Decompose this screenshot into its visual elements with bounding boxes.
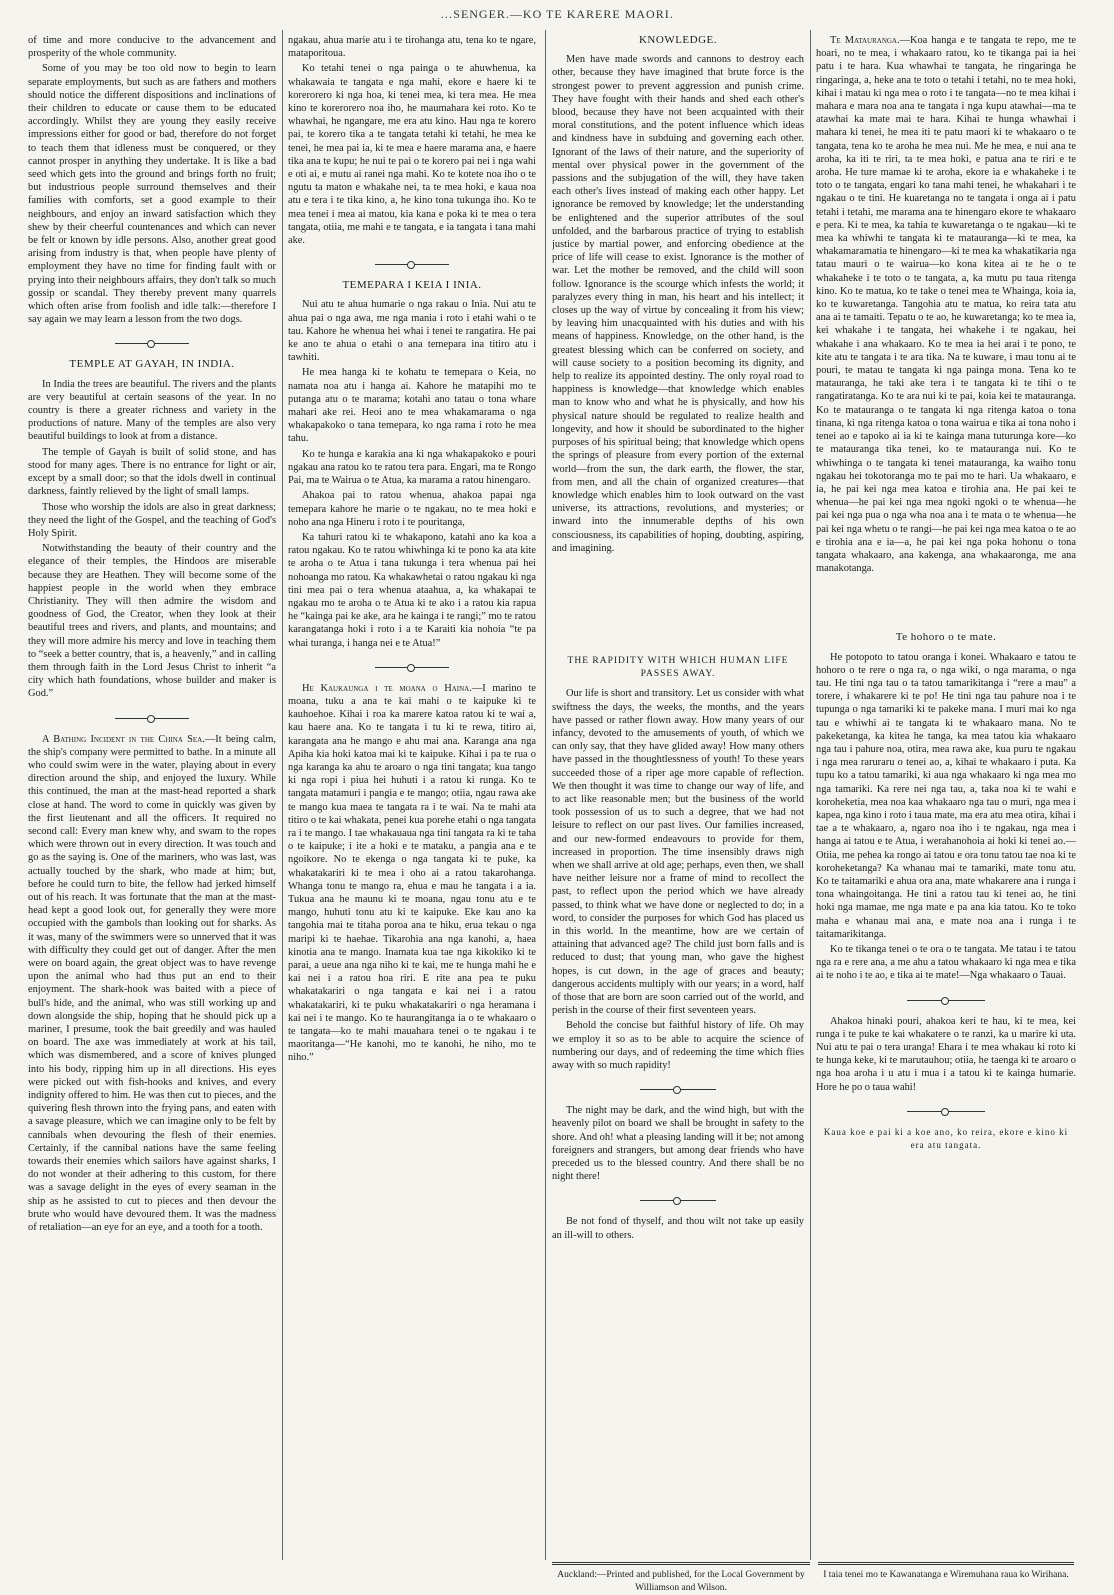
paragraph: The night may be dark, and the wind high, but with the heavenly pilot on board we shall be brought in safety to the shore. And oh! what a pleasing landing will it be; not among foreigners and strangers, but among dear friends who have preceded us to the blessed country. And there shall be no night there! — [552, 1105, 804, 1183]
column-english-1 — [28, 34, 276, 1554]
printer-imprint — [552, 1562, 810, 1595]
ornament-rule — [28, 715, 276, 723]
paragraph: He potopoto to tatou oranga i konei. Whakaaro e tatou te hohoro o te rere o nga ra, o nga wiki, o nga marama, o nga tau. He tini nga tau o ta tatou tamarikitanga i “rere a mau” a torere, i whakarere ki te po! He tini nga tau pahure noa i te tupunga o nga tamariki ki te pakeke mana. I muri mai ko nga tau e whiwhi ai te tangata ki te whakaaro mana. No te pakeketanga, ka kitea he tanga, ka mea tatou kia whakaaro nga tau i pahure noa, otira, mea rawa ake, kua puru te ngakau i nga mea raruraru o tenei ao, a, kihai te whakaaro i puta. Ka tupu ko a tatou tamariki, ki aua nga whakaaro ki nga mea mo nga tamariki. Ka rere nei nga tau, a, taka noa ki te wahi e koroheketia, mea noa kaa whakaaro nga tau o muri, nga mea i kapea, nga kino i roto i taua mate, ma era atu mea otira, kihai i tae a te whakaaro, a, ngaro noa iho i te ngakau, nga mea i hanga ai tatou e te Atua, i werahanohoia ai hoki ki tenei ao.—Otiia, me pehea ka rongo ai tatou e ora tonu tatou tae noa ki te koroheketanga? Ka whanau mai te tamariki, mate tonu atu. Ko te taitamariki e ahua ora ana, mate whakarere ana i runga i tona whaingoitanga. He tini a ratou tau ki tenei ao, he tini hoki nga mamae, me nga mate e pa ana kia tatou. Ko te toko maha e whanau mai ana, e mate noa ana i runga i te taitamarikitanga. — [816, 651, 1076, 940]
ornament-rule — [28, 340, 276, 348]
article-title: TEMPLE AT GAYAH, IN INDIA. — [69, 358, 235, 371]
column-english-2 — [552, 34, 804, 1554]
proverb: Kaua koe e pai ki a koe ano, ko reira, ekore e kino ki era atu tangata. — [823, 1126, 1069, 1151]
column-divider — [282, 30, 283, 1560]
article-title: A Bathing Incident in the China Sea. — [42, 733, 205, 745]
ornament-rule — [288, 261, 536, 269]
masthead: …SENGER.—KO TE KARERE MAORI. — [440, 7, 674, 21]
paragraph: —I marino te moana, tuku a ana te kai mahi o te kaipuke ki te kauhoehoe. Kihai i roa ka marere katoa ratou ki te wai a, kau haere ana. Ko te tangata i tu ki te rewa, titiro ai, karangata ana he mango e ahu mai ana. Karanga ana nga Apiha kia hoki katoa mai ki te kaipuke. Kihai i pa te rua o nga karanga ka ahu te aroaro o nga tini tangata; kua tango ki nga ropi i piua hei huhuti i a ratou ki runga. Ko te tangata matamuri i pangia e te mango; otiia, ngau rawa ake te mango kua maea te tangata ra i te wai. Na te mahi ata titiro o te kai whakata, penei kua porehe etahi o nga tangata ra i te mango. I tae whakauaua nga tini tangata ra ki te taha o te kaipuke; i ite a hoki e te mataku, a pangia ana e te ngoikore. No te ekenga o nga tangata ki te puke, ka whakatakariri ki te mea i oho ai a ratou takarohanga. Whanga tonu te mango ra, ehua e mau he tangata i a ia. Tukua ana he maunu ki te moana, ngau tonu atu e te mango, huhuti tonu atu ki te kaipuke. Eke kau ano ka tangohia mai te titaha poroa ana te hiku, erua tekau o nga maripi ki te haehae. Tikarohia ana nga kanohi, a, haea kinotia ana te mango. Inamata kua tae nga kikokiko ki te parai, a ueue ana nga niho ki te kai, me te hunga mahi he e kai nei i a ratou hoa riri. E rite ana pea te puku whakatakariri o nga tangata e kai nei i a ratou whakatakariri, ki te puku whakatakariri o nga heramana i kai nei i te mango. Ko te haurangitanga ia o te whakaaro o te tangata—ko te mahi mauahara tenei o te ngakau i te maoritanga—“He kanohi, mo te kanohi, he niho, mo te niho.” — [288, 682, 536, 1064]
article-title: THE RAPIDITY WITH WHICH HUMAN LIFE PASSES AWAY. — [567, 655, 789, 680]
paragraph: Ahakoa pai to ratou whenua, ahakoa papai nga temepara kahore he marie o te ngakau, no te mea hoki e noho ana nga Hineru i roto i te pouritanga, — [288, 490, 536, 528]
column-maori-2 — [816, 34, 1076, 1554]
paragraph: Ka tahuri ratou ki te whakapono, katahi ano ka koa a ratou ngakau. Ko te ratou whiwhinga ki te pono ka ata kite te aroha o te Atua i tana tukunga i tera whenua pai hei nohoanga mo ratou. Ka whakawhetai o ratou ngakau ki nga tini mea pai o tera whenua ataahua, a, ka whakapai te ngakau mo te aroha o te Atua ki te ako i a ratou kia rapua he “kainga pai ke ake, ara he kainga i te rangi;” mo te ratou karangatanga hoki i roto i a te Karaiti kia nohoia “te pa whai turanga, i hanga nei e te Atua!” — [288, 531, 536, 649]
paragraph: Men have made swords and cannons to destroy each other, because they have imagined that brute force is the strongest power to prevent aggression and punish crime. They have fought with their hands and shed each other's blood, because they have not been acquainted with their moral constitutions, and the potent influence which ideas and kindness have in subduing and governing each other. Ignorant of the laws of their nature, and the superiority of mental over physical power in the government of the passions and the subjugation of the will, they have taken each other's lives instead of making each other happy. Let ignorance be removed by knowledge; let the understanding be enlightened and the superior attributes of the soul unfolded, and the barbarous practice of trying to establish justice by martial power, and enforcing obedience at the price of life will cease to exist. Ignorance is the mother of war. Let the mother be removed, and the child will soon follow. Ignorance is the scourge which infests the world; it paralyzes every thing in man, his heart and his intellect; it closes up the way of virtue by concealing it from his view; by leaving him unacquainted with his duties and with his means of happiness. Knowledge, on the other hand, is the greatest blessing which can be conferred on society, and will cause society to a position becoming its dignity, and help to realize its appointed destiny. The only royal road to happiness is knowledge—that knowledge which enables man to know who and what he is physically, and how his physical nature should be regulated to realize health and longevity, and how it should be subordinated to the higher purposes of his spiritual being; that knowledge which opens the springs of pleasure from every portion of the external world—from the sun, the dark earth, the flower, the star, from men, and all the chain of organized creatures—that knowledge which enables him to look outward on the vast universe, its attractions, revolutions, and mysteries; or inward into the innumerable depths of his own consciousness, its capabilities of hoping, doubting, aspiring, and imagining. — [552, 54, 804, 554]
article-title: TEMEPARA I KEIA I INIA. — [342, 279, 482, 292]
spacer — [552, 557, 804, 647]
paragraph: He mea hanga ki te kohatu te temepara o Keia, no namata noa atu i hanga ai. Kahore he matapihi mo te putanga atu o te marama; kotahi ano tatau o tona whare mahari ake rei. Heoi ano te mea whakamarama o nga whakapakoko o tana temepara, ko nga rama i roto he mea tahu. — [288, 367, 536, 445]
ornament-rule — [552, 1086, 804, 1094]
column-divider — [545, 30, 546, 1560]
paragraph: ngakau, ahua marie atu i te tirohanga atu, tena ko te ngare, mataporitoua. — [288, 35, 536, 60]
paragraph: Ahakoa hinaki pouri, ahakoa keri te hau, ki te mea, kei runga i te puke te kai whakatere o te ranzi, ka u marire ki uta. Nui atu te pai o tera uranga! Ehara i te mea whakau ki roto ki te hunga keke, ki te marutauhou; otiia, he taenga ki te aroaro o nga hoa aroha i u atu i mua i a tatou ki te kainga humarie. Hore he po o taua wahi! — [816, 1015, 1076, 1093]
column-maori-1 — [288, 34, 536, 1554]
paragraph: Ko te tikanga tenei o te ora o te tangata. Me tatau i te tatou nga ra e rere ana, a me ahu a tatou whakaaro ki nga mea e tika ai te noho i te ao, e tika ai te mate!—Nga whakaaro o Tauai. — [816, 944, 1076, 982]
paragraph: of time and more conducive to the advancement and prosperity of the whole community. — [28, 35, 276, 60]
imprint-text: Auckland:—Printed and published, for the Local Government by Williamson and Wilson. — [557, 1570, 805, 1593]
imprint-text: I taia tenei mo te Kawanatanga e Wiremuhana raua ko Wirihana. — [823, 1570, 1069, 1580]
ornament-rule — [816, 997, 1076, 1005]
paragraph: Behold the concise but faithful history of life. Oh may we employ it so as to be able to acquire the science of numbering our days, and of redeeming the time which flies away with so much rapidity! — [552, 1020, 804, 1072]
ornament-rule — [816, 1108, 1076, 1116]
paragraph: Notwithstanding the beauty of their country and the elegance of their temples, the Hindoos are miserable because they are Heathen. They will become some of the happiest people in the world when they embrace Christianity. They will then admire the wisdom and goodness of God, the Creator, when they look at their beautiful trees and rivers, and plants, and mountains; and they will more admire his mercy and love in teaching them to “seek a better country, that is, a heavenly,” and in calling them through faith in the Lord Jesus Christ to inherit “a city which hath foundations, whose builder and maker is God.” — [28, 543, 276, 700]
paragraph: Some of you may be too old now to begin to learn separate employments, but such as are fathers and mothers should notice the different dispositions and inclinations of their children to educate or cause them to be educated accordingly. Whilst they are young they easily receive impressions either for good or bad, therefore do not forget to teach them that idleness must be conquered, or they cannot prosper in anything they undertake. It is like a bad seed which gets into the ground and brings forth no fruit; but industrious people surround themselves and their families with comforts, set a good example to their neighbours, and enjoy an inward satisfaction which they shew by their cheerful countenances and which can never be felt or known by idle persons. Also, another great good arising from industry is that, when people have plenty of employment they have no time for finding fault with or prying into their neighbours affairs, they don't talk so much gossip or scandal. They thereby prevent many quarrels which often arise from foolish and idle talk:—therefore I say again we may learn a lesson from the two dogs. — [28, 63, 276, 326]
column-divider — [810, 30, 811, 1560]
ornament-rule — [288, 664, 536, 672]
paragraph: Those who worship the idols are also in great darkness; they need the light of the Gospel, and the teaching of God's Holy Spirit. — [28, 501, 276, 539]
paragraph: The temple of Gayah is built of solid stone, and has stood for many ages. There is no entrance for light or air, except by a small door; so that the idols dwell in continual darkness, faintly relieved by the light of small lamps. — [28, 446, 276, 498]
paragraph: Our life is short and transitory. Let us consider with what swiftness the days, the weeks, the months, and the years have passed or rather flown away. How many years of our infancy, devoted to the amusements of youth, of which we can only say, that they have glided away! How many others have passed in the thoughtlessness of youth! To these years succeeded those of a riper age more capable of reflection. We then thought it was time to change our way of life, and to act like reasonable men; but the business of the world took possession of us to such a degree, that we had not leisure to reflect on our past lives. Our families increased, and our new-formed endeavours to provide for them, increased in proportion. The time insensibly draws nigh when we shall arrive at old age; perhaps, even then, we shall have neither leisure nor a frame of mind to recollect the past, to reflect upon the period which we have already passed, to think what we have done or neglected to do; in a word, to consider the purposes for which God has placed us in this world. In the meantime, how are we certain of attaining that advanced age? The child just born falls and is reduced to dust; that young man, who gave the highest hopes, is cut down, in the age of graces and beauty; dangerous accidents multiply with our years; in a word, half of those that are born are soon carried out of the world, and perish in the course of their first seventeen years. — [552, 688, 804, 1017]
paragraph: Be not fond of thyself, and thou wilt not take up easily an ill-will to others. — [552, 1216, 804, 1241]
article-title: Te hohoro o te mate. — [895, 631, 997, 644]
article-title: Te Matauranga. — [830, 35, 900, 46]
paragraph: Nui atu te ahua humarie o nga rakau o Inia. Nui atu te ahua pai o nga awa, me nga mania i roto i etahi wahi o te tau. Kahore he whenua hei whai i tenei te rangatira. He pai ke ano te ahua o etahi o ana temepara ina titiro atu i tawhiti. — [288, 299, 536, 364]
spacer — [816, 577, 1076, 623]
article-title: KNOWLEDGE. — [638, 34, 717, 46]
paragraph: —Koa hanga e te tangata te repo, me te hoari, no te mea, i whakaaro ratou, ko te tikanga pai ia hei patu i te hara. Kua whawhai te tangata, he ringaringa he ringaringa, a, heke ana te toto o tetahi i tetahi, no te mea hoki, kihai i matau ki nga mea o roto i te tangata—no te mea kihai i mahara e mara noa ana te tangata i nga kupu atawhai—ma te atawhai ka mate mai te hara. Kihai te hunga whawhai i mahara ki tenei, he mea iti te patu maori ki te whakaaro o te tangata, tena ko te aroha he mea nui. Me he mea, e nui ana te aroha, ka iti te riri, ta te mea hoki, e patua ana te riri e te aroha. He ture mamae ki te aroha, ekore ia e whakaheke i te toto o te tangata, engari ko tana mahi tenei, he whakahari i te ngakau o te tini. He kuaretanga no te tangata i onga ai i patu tetahi i tetahi, me marama ana te hinengaro ekore te whakaaro e pera. Ki te mea, ka tahia te kuwaretanga o te ngakau—ki te mea ka whiwhi te tangata ki te matauranga—ki te mea, ka whakamaramatia te hinengaro—ki te mea ka whakatikaria nga tatau mauri o te wairua—ko kona kitea ai te he o te whakaheke i te toto o te tangata, a, ka mutu pu taua ritenga kino. Ko te matua, ko te take o tenei mea te Whainga, koia ia, ko te kuwaretanga. Tangohia atu te matua, ko reira tata atu ana ai te tamaiti. Tepatu o te ao, he kuwaretanga; ko te mea ia, kei whakahe i te tangata, hei whakehe i te ngakau, hei whakahe i ana whakaaro. Ko te mea ia hei arai i te pono, te kite atu te tangata i te ara tika. Na te kuware, i mau tonu ai te pouri, te matau te tangata ki nga painga mona. Tena ko te matauranga, he taki ake tera i te tangata ki te tihi o te rangatiratanga. Ko te ara nui ki te pai, koia kei te matauranga. Ko te matauranga o te tangata ki nga ritenga katoa o tona tinana, ki nga ritenga katoa o tona wairua e tika ai tona noho i tenei ao e tapoko ai ia ki te kainga mana tuturunga kore—ko te matauranga tika tenei, ko te matauranga nui. Ko te whiwhinga o te tangata ki tenei matauranga, ka waiho tonu ngakau hei tokotoranga mo te pai mo te hari. Ua whakaaro, e ia, he pai kei nga mea katoa e tirohia ana. He pai kei te whenua—he pai kei nga mea ngoki ngoki o te whenua—he pai kei nga pua o nga wha noa ana i te mata o te whenua—he pai kei nga whetu o te rangi—he pai kei nga mea katoa o te ao e tirohia ana e ia—a, he pai kei nga poka hohonu o tona tangata whakaaro, ana kakenga, ana whakaaronga, me ana manakotanga. — [816, 35, 1076, 575]
paragraph: In India the trees are beautiful. The rivers and the plants are very beautiful at certain seasons of the year. In no country is there a greater richness and variety in the productions of nature. Many of the temples are also very beautiful buildings to look at from a distance. — [28, 378, 276, 443]
rule — [552, 1562, 810, 1565]
rule — [818, 1562, 1074, 1565]
printer-imprint-maori — [818, 1562, 1074, 1582]
article-title: He Kaukaunga i te moana o Haina. — [302, 682, 472, 694]
paragraph: Ko tetahi tenei o nga painga o te ahuwhenua, ka whakawaia te tangata e nga mahi, ekore e haere ki te korerorero ki nga hoa, ki tenei mea, ki tera mea. He mea kino te korerorero noa iho, he maumahara kei roto. Ko te whawhai, he ngangare, me era atu kino. Hau nga te korero pai, te korero tika a te tangata tetahi ki tetahi, he mea ke tenei, he mea pai ia, ki te mea e haere marama ana, e haere tika ana te kupu; he nui te pai o te korero pai nei i nga wahi e oti ai, e mutu ai ranei nga mahi. Ko te kotete noa iho o te ngutu ta maton e whakahe nei, ta te mea hoki, e kaua noa atu e tera i te tika kino, a, he kino tona tukunga iho. Ko te mea tenei i mea ai matou, kia kana e poka ki te mea o tera tangata, otiia, me mahi e te tangata, e ia tangata i tana mahi ake. — [288, 63, 536, 247]
ornament-rule — [552, 1197, 804, 1205]
paragraph: Ko te hunga e karakia ana ki nga whakapakoko e pouri ngakau ana ratou ko te ratou tera para. Engari, ma te Rongo Pai, ma te Wairua o te Atua, ka marama a ratou hinengaro. — [288, 448, 536, 487]
paragraph: —It being calm, the ship's company were permitted to bathe. In a minute all who could swim were in the water, playing about in every direction around the ship, and enjoyed the luxury. While this continued, the man at the mast-head reported a shark close at hand. The word to come in quickly was given by the first lieutenant and all the officers. It required no second call: Every man knew why, and swam to the ropes which were thrown out in every direction. It was touch and go as the saying is. One of the mariners, who was last, was actually touched by the shark, who made at him; but, before he could turn to bite, the fellow had jerked himself out of his reach. It was fortunate that the man at the mast-head kept a good look out, for generally they were more occupied with the gambols than looking out for sharks. As it was, many of the swimmers were so unnerved that it was with difficulty they could get out of danger. After the men were on board again, the great object was to have revenge upon the animal who had thus put an end to their enjoyment. The shark-hook was baited with a piece of bull's hide, and the animal, who was still working up and down alongside the ship, hoping that he should pick up a mariner, I presume, took the bait greedily and was hauled on board. The axe was immediately at work at his tail, which was dismembered, and a score of knives plunged into his body, ripping him up in all directions. His eyes were picked out with fish-hooks and knives, and every indignity offered to him. He was then cut to pieces, and the quivering flesh thrown into the frying pans, and eaten with a savage pleasure, which we can imagine only to be felt by cannibals when devouring the flesh of their enemies. Certainly, if the cannibal nations have the same feeling towards their enemies which sailors have against sharks, I do not wonder at their adhering to this custom, for there was a savage delight in the eyes of every seaman in the ship as he assisted to cut to pieces and then devour the brute who would have devoured them. It was the madness of retaliation—an eye for an eye, and a tooth for a tooth. — [28, 733, 276, 1234]
